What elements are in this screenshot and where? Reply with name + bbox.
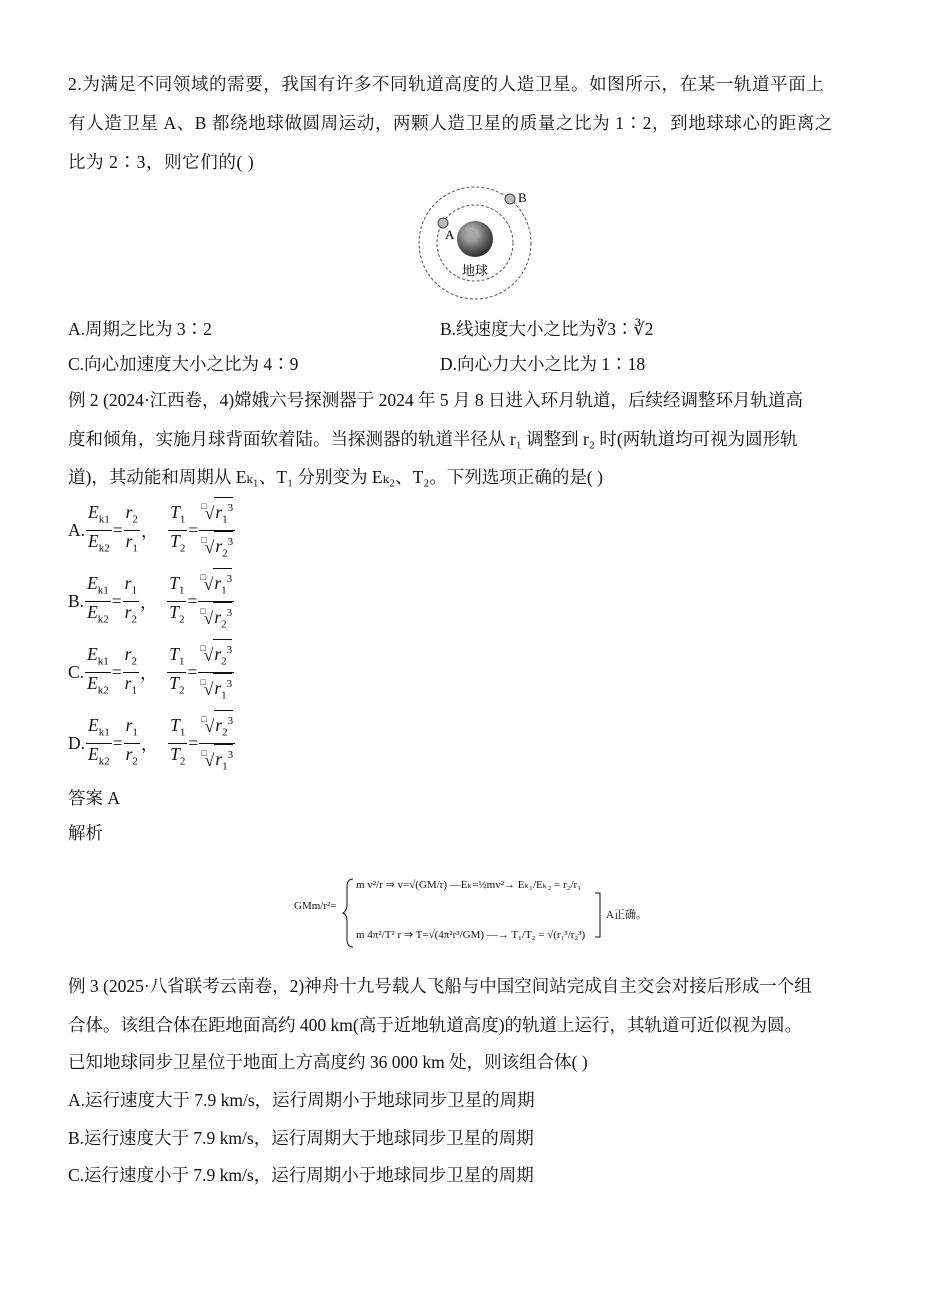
option-letter: B. — [68, 590, 85, 611]
option-letter: A. — [68, 519, 86, 540]
option-letter: C. — [68, 661, 85, 682]
ex2-text-line3: 道)，其动能和周期从 Eₖ₁、T₁ 分别变为 Eₖ₂、T₂。下列选项正确的是( ) — [68, 467, 603, 487]
ex3-text-line2: 合体。该组合体在距地面高约 400 km(高于近地轨道高度)的轨道上运行，其轨道可近似视为圆。 — [68, 1015, 803, 1035]
derivation-bottom: m 4π²/T² r ⇒ T=√(4π²r³/GM) —→ T₁/T₂ = √(r₁³/r₂³) — [356, 929, 586, 941]
ex2-analysis-heading: 解析 — [68, 823, 103, 843]
ek-numerator: $r_1$ — [123, 573, 139, 602]
ek-denominator: $r_1$ — [125, 530, 138, 554]
ek-denominator: $r_2$ — [125, 743, 138, 767]
ex2-option: C. $\frac{E_{k1}}{E_{k2}}$ = $\frac{r_2}{r_1}$ ， $\frac{T_1}{T_2}$ = □ √ $r_2^3$ □ √ $r_1^3$ — [68, 642, 235, 702]
q2-option-a: A.周期之比为 3∶2 — [68, 319, 212, 339]
satellite-a-label: A — [445, 227, 455, 242]
ek-numerator: $r_1$ — [124, 715, 140, 744]
derivation-figure — [294, 870, 674, 960]
ek-denominator: $r_1$ — [124, 672, 137, 696]
q2-text-line2: 有人造卫星 A、B 都绕地球做圆周运动，两颗人造卫星的质量之比为 1∶2，到地球球心的距离之 — [68, 113, 834, 133]
t-denominator: $r_2^3$ — [213, 602, 232, 634]
t-numerator: $r_2^3$ — [214, 710, 233, 742]
t-numerator: $r_1^3$ — [214, 497, 233, 529]
ex2-text-line1: 例 2 (2024·江西卷，4)嫦娥六号探测器于 2024 年 5 月 8 日进入环月轨道，后续经调整环月轨道高 — [68, 390, 803, 410]
t-denominator: $r_1^3$ — [213, 673, 232, 705]
ex3-option-a: A.运行速度大于 7.9 km/s，运行周期小于地球同步卫星的周期 — [68, 1090, 535, 1110]
ex3-text-line3: 已知地球同步卫星位于地面上方高度约 36 000 km 处，则该组合体( ) — [68, 1052, 588, 1072]
ex2-option: B. $\frac{E_{k1}}{E_{k2}}$ = $\frac{r_1}{r_2}$ ， $\frac{T_1}{T_2}$ = □ √ $r_1^3$ □ √ $r_2^3$ — [68, 571, 235, 631]
ex2-option: A. $\frac{E_{k1}}{E_{k2}}$ = $\frac{r_2}{r_1}$ ， $\frac{T_1}{T_2}$ = □ √ $r_1^3$ □ √ $r_2^3$ — [68, 500, 236, 560]
satellite-b-label: B — [518, 190, 527, 205]
q2-text-line1: 2.为满足不同领域的需要，我国有许多不同轨道高度的人造卫星。如图所示，在某一轨道平面上 — [68, 74, 825, 94]
derivation-top: m v²/r ⇒ v=√(GM/r) —Eₖ=½mv²→ Eₖ₁/Eₖ₂ = r₂/r₁ — [356, 879, 582, 891]
ex3-text-line1: 例 3 (2025·八省联考云南卷，2)神舟十九号载人飞船与中国空间站完成自主交会对接后形成一个组 — [68, 976, 812, 996]
ex2-text-line2: 度和倾角，实施月球背面软着陆。当探测器的轨道半径从 r₁ 调整到 r₂ 时(两轨道均可视为圆形轨 — [68, 429, 798, 449]
q2-option-c: C.向心加速度大小之比为 4∶9 — [68, 354, 299, 374]
ex2-answer: 答案 A — [68, 788, 121, 808]
option-letter: D. — [68, 732, 86, 753]
satellite-b-icon — [505, 194, 515, 204]
ex3-option-c: C.运行速度小于 7.9 km/s，运行周期小于地球同步卫星的周期 — [68, 1165, 534, 1185]
earth-label: 地球 — [462, 264, 489, 279]
ex2-option: D. $\frac{E_{k1}}{E_{k2}}$ = $\frac{r_1}{r_2}$ ， $\frac{T_1}{T_2}$ = □ √ $r_2^3$ □ √ $r_1^3$ — [68, 713, 236, 773]
derivation-result: A正确。 — [606, 909, 647, 921]
t-denominator: $r_2^3$ — [214, 531, 233, 563]
orbit-figure — [405, 185, 545, 305]
t-numerator: $r_2^3$ — [213, 639, 232, 671]
q2-option-b: B.线速度大小之比为∛3∶∛2 — [440, 319, 654, 339]
ek-numerator: $r_2$ — [123, 644, 139, 673]
ek-denominator: $r_2$ — [124, 601, 137, 625]
ex3-option-b: B.运行速度大于 7.9 km/s，运行周期大于地球同步卫星的周期 — [68, 1128, 534, 1148]
t-denominator: $r_1^3$ — [214, 744, 233, 776]
t-numerator: $r_1^3$ — [213, 568, 232, 600]
q2-option-d: D.向心力大小之比为 1∶18 — [440, 354, 646, 374]
q2-text-line3: 比为 2∶3，则它们的( ) — [68, 152, 255, 172]
ek-numerator: $r_2$ — [124, 502, 140, 531]
derivation-lhs: GMm/r²= — [294, 900, 337, 912]
